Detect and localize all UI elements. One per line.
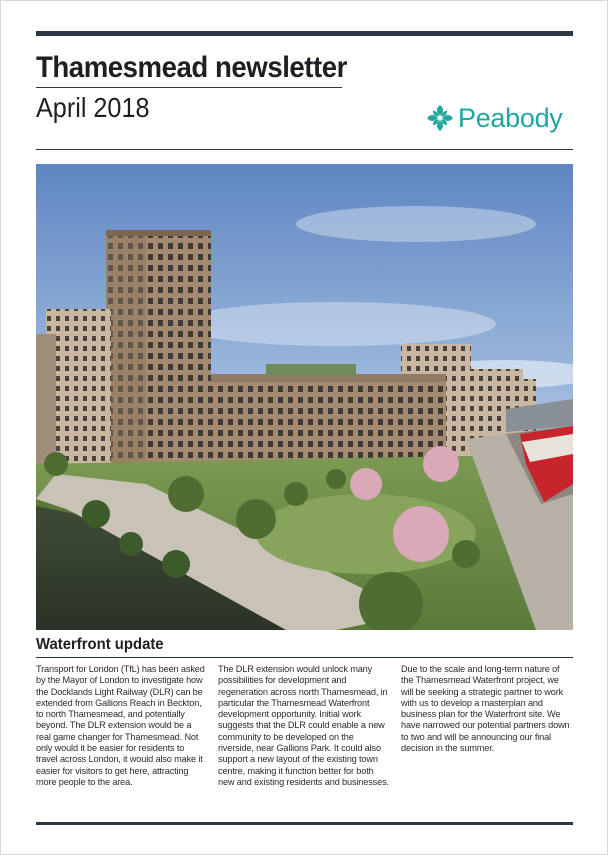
title-underline	[36, 87, 342, 88]
section-heading: Waterfront update	[36, 636, 164, 653]
peabody-logo-text: Peabody	[458, 102, 563, 133]
newsletter-title: Thamesmead newsletter	[36, 51, 347, 84]
bottom-rule	[36, 822, 573, 825]
hero-image	[36, 164, 573, 630]
article-column-3: Due to the scale and long-term nature of the Thamesmead Waterfront project, we will be seeking a strategic partner to work with us to develop a masterplan and business plan for the Waterfront site. We have narrowed our potential partners down to two and will be announcing our final decision in the summer.	[401, 664, 570, 754]
peabody-flower-icon	[426, 104, 454, 132]
section-rule	[36, 657, 573, 658]
article-column-1: Transport for London (TfL) has been asked by the Mayor of London to investigate how the Docklands Light Railway (DLR) can be extended from Gallions Reach in Beckton, to north Thamesmead, and potentially beyond. The DLR extension would be a real game changer for Thamesmead. Not only would it be easier for residents to travel across London, it would also make it easier for visitors to get here, attracting more people to the area.	[36, 664, 205, 787]
waterfront-rendering	[36, 164, 573, 630]
header-rule	[36, 149, 573, 150]
issue-date: April 2018	[36, 92, 150, 123]
peabody-logo	[426, 100, 563, 136]
top-rule	[36, 31, 573, 36]
article-column-2: The DLR extension would unlock many possibilities for development and regeneration across north Thamesmead, in particular the Thamesmead Waterfront development opportunity. Initial work suggests that the DLR could enable a new community to be developed on the riverside, near Gallions Park. It could also support a new layout of the existing town centre, making it function better for both new and existing residents and businesses.	[218, 664, 389, 787]
